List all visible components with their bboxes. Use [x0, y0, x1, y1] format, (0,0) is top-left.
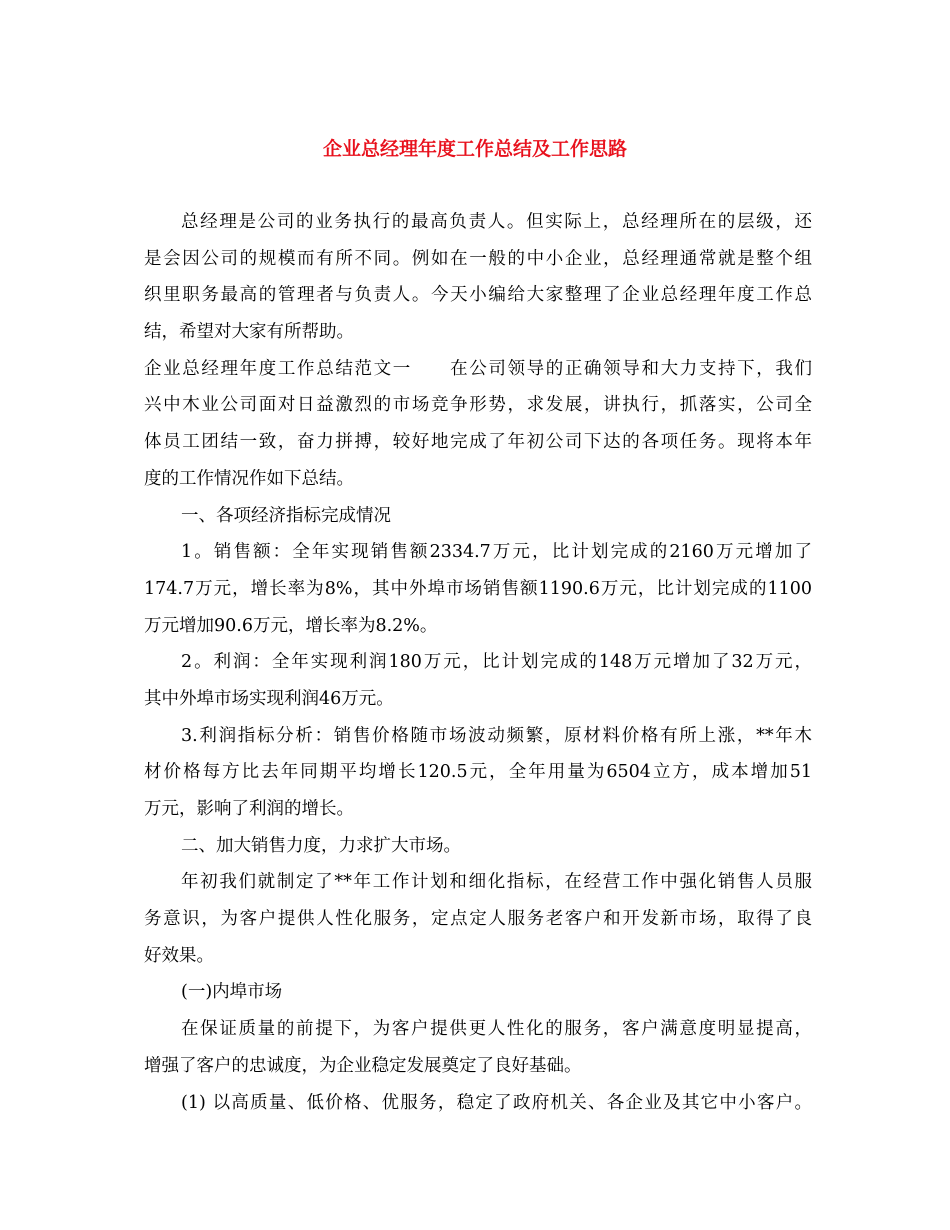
text-line: 织里职务最高的管理者与负责人。今天小编给大家整理了企业总经理年度工作总: [144, 285, 812, 306]
subsection-heading: (一)内埠市场: [181, 982, 283, 1003]
text-line: 万元，影响了利润的增长。: [144, 799, 354, 819]
text-line: 万元增加90.6万元，增长率为8.2%。: [144, 615, 438, 636]
text-line: 总经理是公司的业务执行的最高负责人。但实际上，总经理所在的层级，还: [181, 212, 812, 232]
text-line: 兴中木业公司面对日益激烈的市场竞争形势，求发展，讲执行，抓落实，公司全: [144, 395, 812, 416]
section-heading: 一、各项经济指标完成情况: [181, 505, 391, 526]
text-line: 是会因公司的规模而有所不同。例如在一般的中小企业，总经理通常就是整个组: [144, 248, 812, 269]
text-line: 度的工作情况作如下总结。: [144, 468, 354, 489]
text-line: 企业总经理年度工作总结范文一 在公司领导的正确领导和大力支持下，我们: [144, 358, 812, 379]
text-line: 3.利润指标分析：销售价格随市场波动频繁，原材料价格有所上涨，**年木: [181, 725, 812, 746]
document-title: 企业总经理年度工作总结及工作思路: [322, 138, 627, 160]
text-line: 2。利润：全年实现利润180万元，比计划完成的148万元增加了32万元，: [181, 652, 812, 673]
text-line: 材价格每方比去年同期平均增长120.5元，全年用量为6504立方，成本增加51: [144, 762, 812, 783]
text-line: 年初我们就制定了**年工作计划和细化指标，在经营工作中强化销售人员服: [181, 872, 812, 893]
text-line: 好效果。: [144, 945, 214, 966]
text-line: 其中外埠市场实现利润46万元。: [144, 688, 394, 709]
text-line: 务意识，为客户提供人性化服务，定点定人服务老客户和开发新市场，取得了良: [144, 909, 812, 930]
text-line: 1。销售额：全年实现销售额2334.7万元，比计划完成的2160万元增加了: [181, 542, 812, 563]
text-line: 在保证质量的前提下，为客户提供更人性化的服务，客户满意度明显提高，: [181, 1019, 812, 1040]
text-line: (1) 以高质量、低价格、优服务，稳定了政府机关、各企业及其它中小客户。: [181, 1092, 812, 1113]
text-line: 结，希望对大家有所帮助。: [144, 322, 354, 343]
section-heading: 二、加大销售力度，力求扩大市场。: [181, 835, 461, 856]
text-line: 增强了客户的忠诚度，为企业稳定发展奠定了良好基础。: [144, 1055, 582, 1076]
text-line: 174.7万元，增长率为8%，其中外埠市场销售额1190.6万元，比计划完成的1100: [144, 578, 812, 599]
text-line: 体员工团结一致，奋力拼搏，较好地完成了年初公司下达的各项任务。现将本年: [144, 432, 812, 453]
document-body: [144, 204, 812, 1121]
